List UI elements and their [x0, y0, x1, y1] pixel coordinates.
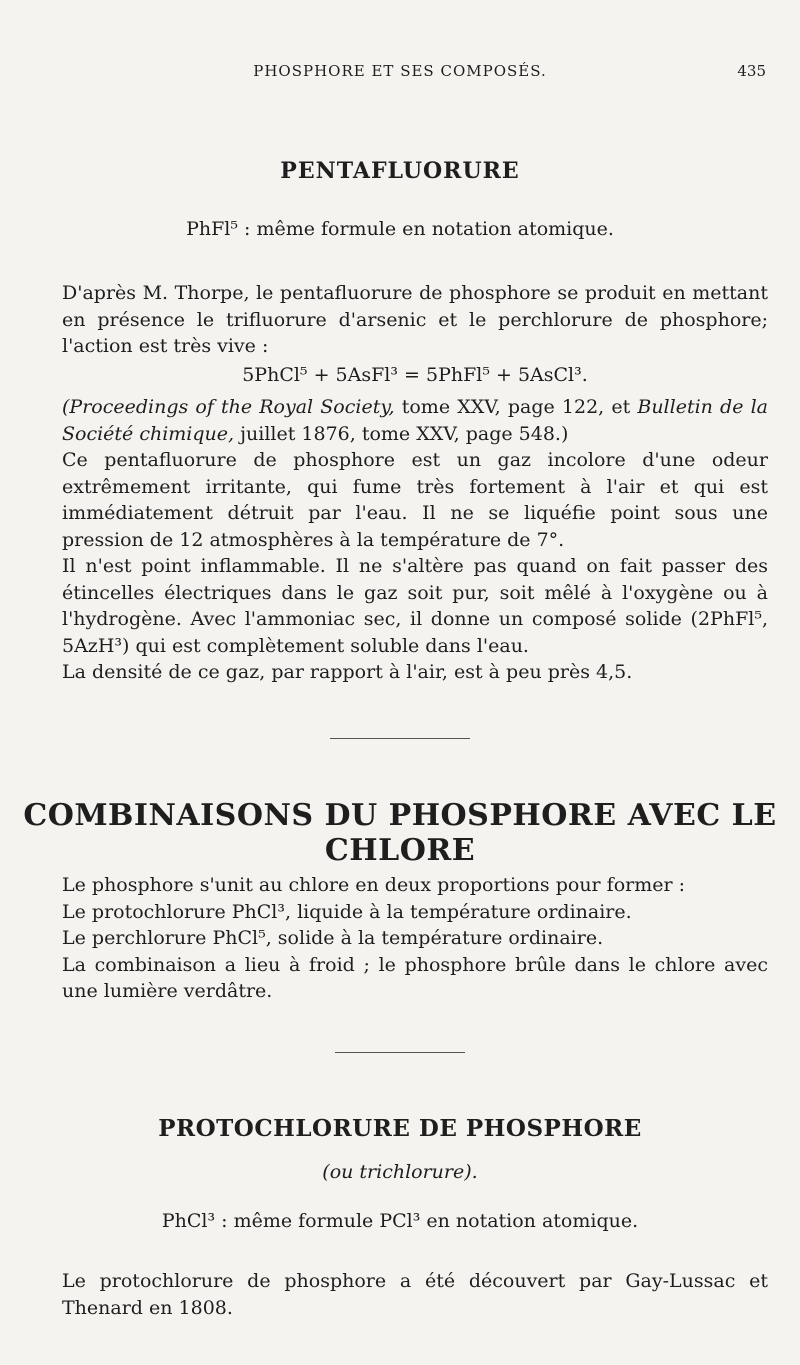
paragraph: Il n'est point inflammable. Il ne s'altère pas quand on fait passer des étincelles électriques dans le gaz soit pur, soit mêlé à l'oxygène ou à l'hydrogène. Avec l'ammoniac sec, il donne un composé solide (2PhFl⁵, 5AzH³) qui est complètement soluble dans l'eau. — [62, 555, 768, 657]
text-line: Le phosphore s'unit au chlore en deux proportions pour former : — [62, 874, 686, 896]
text-line: Le perchlorure PhCl⁵, solide à la température ordinaire. — [62, 927, 604, 949]
pentafluorure-formula: PhFl⁵ : même formule en notation atomique. — [186, 218, 614, 240]
section-title-pentafluorure: PENTAFLUORURE — [280, 158, 520, 184]
reference-journal: Bulletin de la Société chimique, — [62, 396, 769, 445]
paragraph: Le protochlorure de phosphore a été découvert par Gay-Lussac et Thenard en 1808. — [62, 1270, 768, 1319]
paragraph: D'après M. Thorpe, le pentafluorure de phosphore se produit en mettant en présence le trifluorure d'arsenic et le perchlorure de phosphore; l'action est très vive : — [62, 282, 768, 357]
page-number: 435 — [737, 62, 766, 80]
reference — [62, 394, 768, 447]
section-divider — [335, 1052, 465, 1053]
protochlorure-subtitle: (ou trichlorure). — [322, 1161, 478, 1183]
protochlorure-text — [62, 1268, 768, 1321]
section-title-combinaisons: COMBINAISONS DU PHOSPHORE AVEC LE CHLORE — [23, 798, 777, 868]
protochlorure-formula: PhCl³ : même formule PCl³ en notation atomique. — [161, 1210, 639, 1232]
section-title-protochlorure: PROTOCHLORURE DE PHOSPHORE — [158, 1115, 642, 1142]
equation: 5PhCl⁵ + 5AsFl³ = 5PhFl⁵ + 5AsCl³. — [242, 363, 588, 386]
paragraph: Ce pentafluorure de phosphore est un gaz incolore d'une odeur extrêmement irritante, qui fume très fortement à l'air et qui est immédiatement détruit par l'eau. Il ne se liquéfie point sous une pression de 12 atmosphères à la température de 7°. — [62, 449, 768, 551]
text-line: Le protochlorure PhCl³, liquide à la température ordinaire. — [62, 900, 632, 923]
paragraph: La densité de ce gaz, par rapport à l'air, est à peu près 4,5. — [62, 661, 633, 683]
section-divider — [330, 738, 470, 739]
running-title: PHOSPHORE ET SES COMPOSÉS. — [253, 62, 547, 80]
pentafluorure-text — [62, 280, 768, 686]
reference-detail: tome XXV, page 122, et — [394, 396, 638, 418]
reference-journal: (Proceedings of the Royal Society, — [62, 396, 395, 418]
combinaisons-text — [62, 872, 768, 1005]
reference-detail: juillet 1876, tome XXV, page 548.) — [234, 422, 569, 445]
paragraph: La combinaison a lieu à froid ; le phosphore brûle dans le chlore avec une lumière verdâtre. — [62, 953, 768, 1002]
